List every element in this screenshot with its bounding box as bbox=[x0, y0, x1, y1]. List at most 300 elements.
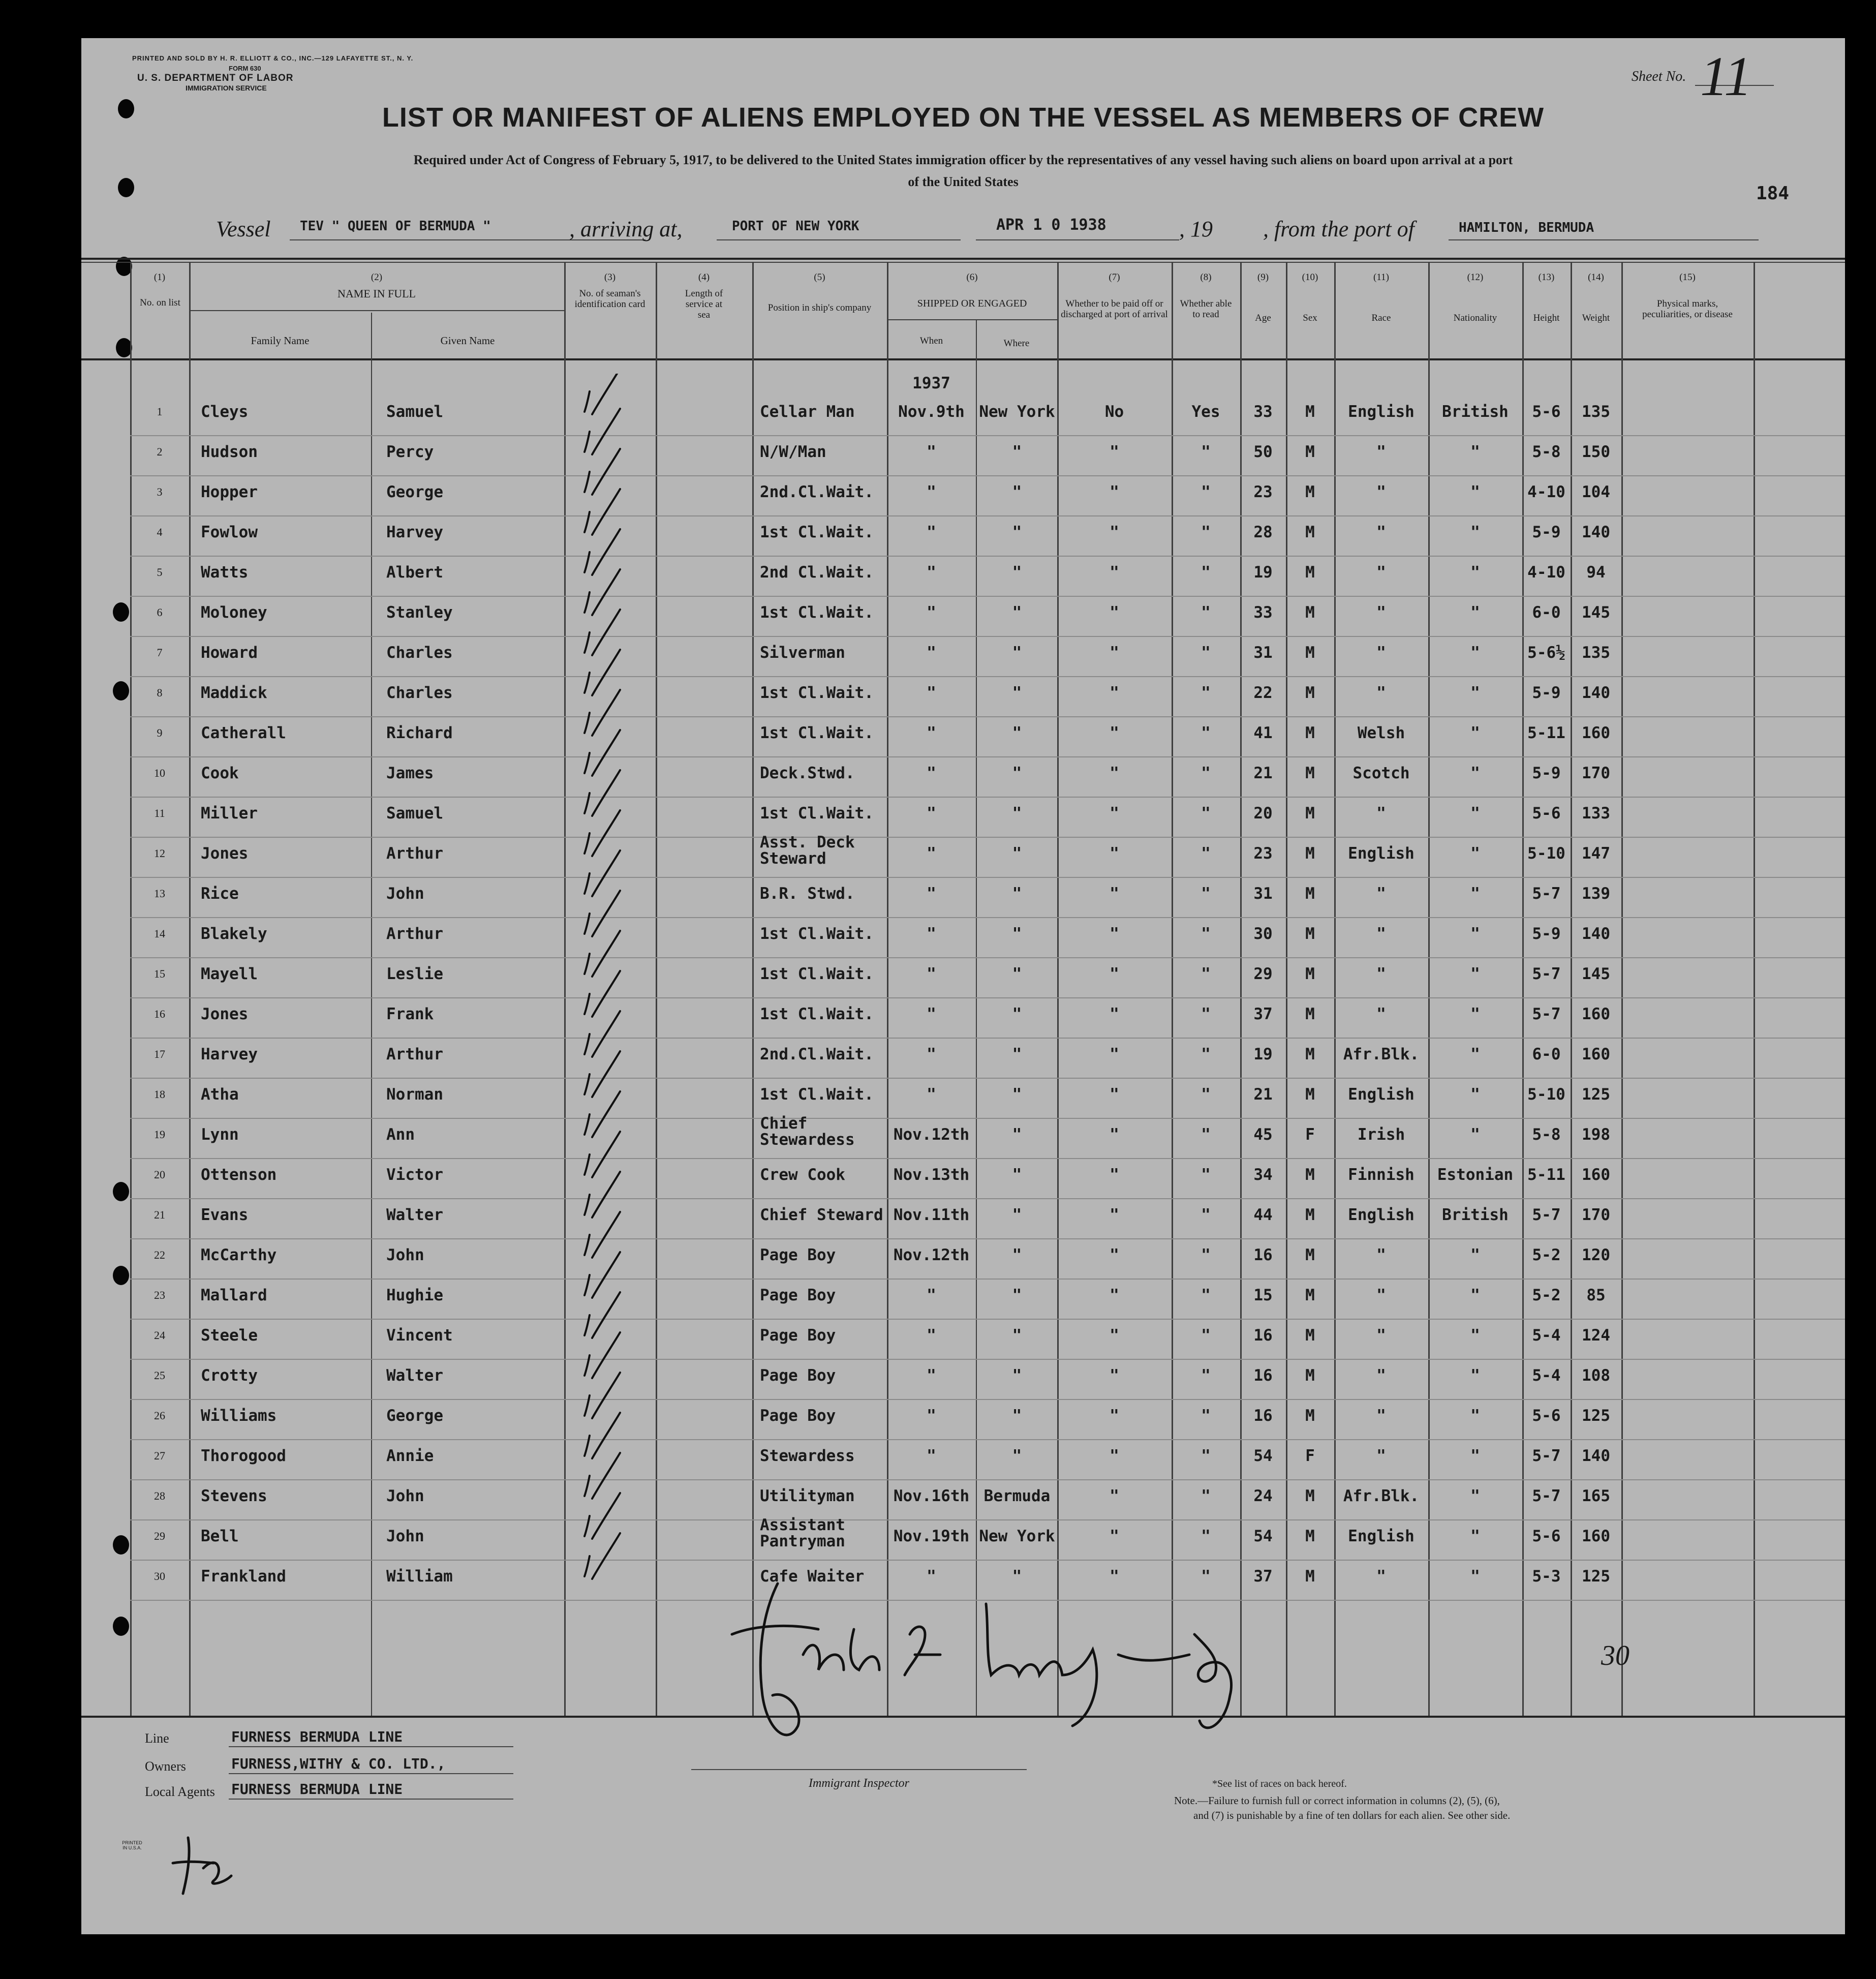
shipped-where: " bbox=[1012, 1206, 1022, 1224]
given-name: Walter bbox=[386, 1366, 443, 1385]
weight: 160 bbox=[1582, 1166, 1610, 1184]
given-name: Arthur bbox=[386, 925, 443, 943]
id-check-mark bbox=[585, 1212, 620, 1258]
able-to-read: " bbox=[1201, 443, 1211, 461]
weight: 125 bbox=[1582, 1567, 1610, 1586]
family-name: Evans bbox=[201, 1206, 249, 1224]
age: 21 bbox=[1253, 1085, 1273, 1104]
col8-number: (8) bbox=[1200, 272, 1212, 283]
position: Page Boy bbox=[760, 1366, 836, 1385]
sex: M bbox=[1305, 1005, 1315, 1023]
row-number: 29 bbox=[154, 1530, 165, 1542]
row-gridline bbox=[130, 797, 1845, 798]
able-to-read: " bbox=[1201, 1567, 1211, 1586]
col-line bbox=[371, 313, 372, 1716]
shipped-where: " bbox=[1012, 1366, 1022, 1385]
vessel-name: TEV " QUEEN OF BERMUDA " bbox=[300, 219, 491, 234]
able-to-read: " bbox=[1201, 644, 1211, 662]
nationality: " bbox=[1470, 844, 1480, 863]
sex: M bbox=[1305, 724, 1315, 742]
height: 5-11 bbox=[1527, 724, 1565, 742]
position: 1st Cl.Wait. bbox=[760, 603, 874, 622]
race: " bbox=[1376, 1246, 1386, 1264]
col-line bbox=[1754, 262, 1755, 1716]
sex: F bbox=[1305, 1125, 1315, 1144]
row-number: 21 bbox=[154, 1208, 165, 1221]
owners-value: FURNESS,WITHY & CO. LTD., bbox=[231, 1755, 446, 1772]
row-gridline bbox=[130, 1118, 1845, 1119]
given-name: Samuel bbox=[386, 804, 443, 823]
paid-off: " bbox=[1110, 684, 1119, 702]
col-line bbox=[656, 262, 657, 1716]
position: B.R. Stwd. bbox=[760, 885, 855, 903]
paid-off: " bbox=[1110, 764, 1119, 782]
given-name: Charles bbox=[386, 644, 453, 662]
shipped-where: " bbox=[1012, 483, 1022, 501]
shipped-when: " bbox=[927, 483, 936, 501]
height: 5-7 bbox=[1532, 1206, 1561, 1224]
weight: 160 bbox=[1582, 1045, 1610, 1063]
family-name: Jones bbox=[201, 844, 249, 863]
position: Page Boy bbox=[760, 1286, 836, 1304]
id-check-mark bbox=[585, 850, 620, 896]
height: 5-3 bbox=[1532, 1567, 1561, 1586]
age: 28 bbox=[1253, 523, 1273, 541]
able-to-read: " bbox=[1201, 1085, 1211, 1104]
printer-line: PRINTED AND SOLD BY H. R. ELLIOTT & CO., INC.—129 LAFAYETTE ST., N. Y. bbox=[132, 54, 414, 62]
punch-hole bbox=[113, 681, 129, 701]
paid-off: " bbox=[1110, 523, 1119, 541]
family-name: Hopper bbox=[201, 483, 258, 501]
paid-off: " bbox=[1110, 1206, 1119, 1224]
nationality: " bbox=[1470, 1567, 1480, 1586]
family-name: Thorogood bbox=[201, 1447, 286, 1465]
position: 2nd Cl.Wait. bbox=[760, 563, 874, 582]
when-header: When bbox=[919, 336, 943, 346]
family-name: Jones bbox=[201, 1005, 249, 1023]
height: 5-7 bbox=[1532, 1005, 1561, 1023]
id-check-mark bbox=[585, 1132, 620, 1177]
paid-off: " bbox=[1110, 1246, 1119, 1264]
height: 5-4 bbox=[1532, 1366, 1561, 1385]
age: 54 bbox=[1253, 1527, 1273, 1545]
shipped-where: " bbox=[1012, 1085, 1022, 1104]
row-number: 20 bbox=[154, 1168, 165, 1181]
shipped-where: " bbox=[1012, 563, 1022, 582]
paid-off: No bbox=[1104, 403, 1124, 421]
position: Assistant bbox=[760, 1516, 845, 1534]
shipped-where: " bbox=[1012, 1447, 1022, 1465]
given-name: Ann bbox=[386, 1125, 415, 1144]
shipped-where: " bbox=[1012, 1166, 1022, 1184]
id-check-mark bbox=[585, 529, 620, 575]
page-title: LIST OR MANIFEST OF ALIENS EMPLOYED ON THE VESSEL AS MEMBERS OF CREW bbox=[382, 102, 1545, 133]
from-port: HAMILTON, BERMUDA bbox=[1459, 220, 1594, 235]
row-gridline bbox=[130, 636, 1845, 637]
punch-hole bbox=[113, 1182, 129, 1201]
given-name: George bbox=[386, 1407, 443, 1425]
shipped-where: " bbox=[1012, 1246, 1022, 1264]
subtitle-line1: Required under Act of Congress of February 5, 1917, to be delivered to the United States immigration officer by the representatives of any vessel having such aliens on board upon arrival at a port bbox=[413, 153, 1513, 167]
shipped-where: " bbox=[1012, 644, 1022, 662]
height: 5-4 bbox=[1532, 1326, 1561, 1345]
height: 5-6 bbox=[1532, 403, 1561, 421]
date-underline bbox=[976, 239, 1179, 240]
able-to-read: " bbox=[1201, 1246, 1211, 1264]
weight: 140 bbox=[1582, 1447, 1610, 1465]
height: 5-9 bbox=[1532, 764, 1561, 782]
row-gridline bbox=[130, 716, 1845, 717]
sex: M bbox=[1305, 684, 1315, 702]
position: Chief bbox=[760, 1114, 808, 1133]
sex: M bbox=[1305, 1206, 1315, 1224]
id-check-mark bbox=[585, 449, 620, 495]
family-name: Mallard bbox=[201, 1286, 267, 1304]
age: 23 bbox=[1253, 483, 1273, 501]
owners-label: Owners bbox=[145, 1759, 186, 1774]
able-to-read: " bbox=[1201, 563, 1211, 582]
shipped-where: " bbox=[1012, 1286, 1022, 1304]
family-name: Bell bbox=[201, 1527, 239, 1545]
race: " bbox=[1376, 1407, 1386, 1425]
shipped-when: " bbox=[927, 1407, 936, 1425]
height: 5-2 bbox=[1532, 1246, 1561, 1264]
shipped-subrule bbox=[887, 319, 1057, 320]
id-card-marks bbox=[564, 374, 656, 1604]
family-name: Blakely bbox=[201, 925, 267, 943]
given-name-header: Given Name bbox=[440, 334, 495, 347]
col6-number: (6) bbox=[966, 272, 978, 283]
nationality: " bbox=[1470, 644, 1480, 662]
row-number: 5 bbox=[157, 566, 163, 579]
position: Stewardess bbox=[760, 1447, 855, 1465]
row-number: 15 bbox=[154, 967, 165, 980]
row-gridline bbox=[130, 1479, 1845, 1480]
height: 6-0 bbox=[1532, 1045, 1561, 1063]
col12-number: (12) bbox=[1467, 272, 1484, 283]
row-number: 30 bbox=[154, 1570, 165, 1582]
row-gridline bbox=[130, 1038, 1845, 1039]
sex: M bbox=[1305, 603, 1315, 622]
family-name: Steele bbox=[201, 1326, 258, 1345]
paid-off: " bbox=[1110, 1326, 1119, 1345]
weight: 140 bbox=[1582, 523, 1610, 541]
race: English bbox=[1348, 1085, 1414, 1104]
age: 31 bbox=[1253, 885, 1273, 903]
row-gridline bbox=[130, 1399, 1845, 1400]
sex: M bbox=[1305, 1487, 1315, 1505]
position: Deck.Stwd. bbox=[760, 764, 855, 782]
shipped-where: " bbox=[1012, 724, 1022, 742]
race: Welsh bbox=[1357, 724, 1405, 742]
position: Cellar Man bbox=[760, 403, 855, 421]
able-to-read: " bbox=[1201, 1487, 1211, 1505]
year-label: , 19 bbox=[1179, 217, 1213, 241]
shipped-when: Nov.12th bbox=[893, 1125, 970, 1144]
id-check-mark bbox=[585, 1413, 620, 1458]
race: Afr.Blk. bbox=[1343, 1045, 1420, 1063]
arrival-date-stamp: APR 1 0 1938 bbox=[996, 216, 1106, 234]
given-name: Albert bbox=[386, 563, 443, 582]
age: 16 bbox=[1253, 1407, 1273, 1425]
shipped-where: " bbox=[1012, 523, 1022, 541]
id-check-mark bbox=[585, 409, 620, 454]
family-name: Lynn bbox=[201, 1125, 239, 1144]
height: 5-2 bbox=[1532, 1286, 1561, 1304]
nationality: " bbox=[1470, 443, 1480, 461]
id-check-mark bbox=[585, 1172, 620, 1217]
shipped-where: " bbox=[1012, 1407, 1022, 1425]
age: 50 bbox=[1253, 443, 1273, 461]
able-to-read: " bbox=[1201, 764, 1211, 782]
age: 16 bbox=[1253, 1366, 1273, 1385]
row-number: 9 bbox=[157, 726, 163, 739]
from-underline bbox=[1449, 239, 1759, 240]
row-number: 19 bbox=[154, 1128, 165, 1141]
weight: 108 bbox=[1582, 1366, 1610, 1385]
position: 1st Cl.Wait. bbox=[760, 804, 874, 823]
family-name: Williams bbox=[201, 1407, 277, 1425]
id-check-mark bbox=[585, 1091, 620, 1137]
shipped-where: " bbox=[1012, 443, 1022, 461]
sex: M bbox=[1305, 1286, 1315, 1304]
position: Page Boy bbox=[760, 1246, 836, 1264]
able-to-read: " bbox=[1201, 1366, 1211, 1385]
races-note: *See list of races on back hereof. bbox=[1212, 1778, 1347, 1789]
row-number: 12 bbox=[154, 847, 165, 860]
fine-note-line1: Note.—Failure to furnish full or correct information in columns (2), (5), (6), bbox=[1174, 1794, 1500, 1807]
id-check-mark bbox=[585, 891, 620, 936]
nationality: " bbox=[1470, 483, 1480, 501]
nationality: " bbox=[1470, 1527, 1480, 1545]
given-name: Charles bbox=[386, 684, 453, 702]
nationality: " bbox=[1470, 1286, 1480, 1304]
shipped-when: Nov.12th bbox=[893, 1246, 970, 1264]
age: 33 bbox=[1253, 403, 1273, 421]
physical-header: Physical marks, peculiarities, or disease bbox=[1642, 298, 1733, 320]
shipped-where: New York bbox=[979, 403, 1055, 421]
race: " bbox=[1376, 1567, 1386, 1586]
height: 5-6½ bbox=[1527, 644, 1565, 662]
paid-off: " bbox=[1110, 1166, 1119, 1184]
family-name: Hudson bbox=[201, 443, 258, 461]
height: 5-9 bbox=[1532, 925, 1561, 943]
row-gridline bbox=[130, 1278, 1845, 1280]
shipped-where: " bbox=[1012, 1045, 1022, 1063]
paid-off-header: Whether to be paid off or discharged at port of arrival bbox=[1061, 298, 1168, 320]
family-name: Stevens bbox=[201, 1487, 267, 1505]
shipped-when: " bbox=[927, 1326, 936, 1345]
row-number: 23 bbox=[154, 1289, 165, 1301]
race: " bbox=[1376, 1366, 1386, 1385]
shipped-when: " bbox=[927, 1085, 936, 1104]
able-to-read: " bbox=[1201, 1005, 1211, 1023]
shipped-when: Nov.19th bbox=[893, 1527, 970, 1545]
agents-underline bbox=[229, 1799, 513, 1800]
given-name: Arthur bbox=[386, 844, 443, 863]
sex: M bbox=[1305, 1326, 1315, 1345]
nationality: " bbox=[1470, 603, 1480, 622]
race: " bbox=[1376, 885, 1386, 903]
position-line2: Pantryman bbox=[760, 1532, 845, 1550]
able-to-read: Yes bbox=[1191, 403, 1220, 421]
id-check-mark bbox=[585, 374, 620, 414]
shipped-when: " bbox=[927, 844, 936, 863]
position: Chief Steward bbox=[760, 1206, 883, 1224]
header-bottom-rule bbox=[81, 358, 1845, 360]
shipped-when: " bbox=[927, 965, 936, 983]
owners-underline bbox=[229, 1773, 513, 1774]
given-name: John bbox=[386, 885, 424, 903]
position-header: Position in ship's company bbox=[767, 302, 872, 313]
weight: 133 bbox=[1582, 804, 1610, 823]
height: 5-7 bbox=[1532, 1487, 1561, 1505]
shipped-when: " bbox=[927, 443, 936, 461]
shipped-where: " bbox=[1012, 925, 1022, 943]
id-card-header: No. of seaman's identification card bbox=[574, 288, 645, 310]
row-gridline bbox=[130, 435, 1845, 436]
race: " bbox=[1376, 443, 1386, 461]
col15-number: (15) bbox=[1679, 272, 1696, 283]
shipped-when: " bbox=[927, 644, 936, 662]
shipped-where: " bbox=[1012, 965, 1022, 983]
family-name: Howard bbox=[201, 644, 258, 662]
race: " bbox=[1376, 603, 1386, 622]
handwritten-initials bbox=[168, 1833, 239, 1904]
table-top-rule bbox=[81, 258, 1845, 260]
paid-off: " bbox=[1110, 1125, 1119, 1144]
fine-note-line2: and (7) is punishable by a fine of ten dollars for each alien. See other side. bbox=[1193, 1809, 1511, 1821]
paid-off: " bbox=[1110, 1045, 1119, 1063]
row-number: 1 bbox=[157, 405, 163, 418]
paid-off: " bbox=[1110, 644, 1119, 662]
race: English bbox=[1348, 844, 1414, 863]
nationality: " bbox=[1470, 1487, 1480, 1505]
sex: M bbox=[1305, 523, 1315, 541]
age: 34 bbox=[1253, 1166, 1273, 1184]
given-name: Frank bbox=[386, 1005, 434, 1023]
given-name: John bbox=[386, 1246, 424, 1264]
paid-off: " bbox=[1110, 1447, 1119, 1465]
position: Silverman bbox=[760, 644, 845, 662]
given-name: Vincent bbox=[386, 1326, 453, 1345]
row-number: 10 bbox=[154, 767, 165, 779]
row-gridline bbox=[130, 1078, 1845, 1079]
shipped-where: " bbox=[1012, 885, 1022, 903]
id-check-mark bbox=[585, 730, 620, 776]
row-gridline bbox=[130, 997, 1845, 998]
given-name: John bbox=[386, 1527, 424, 1545]
family-name: McCarthy bbox=[201, 1246, 277, 1264]
nationality: " bbox=[1470, 1005, 1480, 1023]
vessel-label: Vessel bbox=[216, 217, 271, 241]
row-gridline bbox=[130, 475, 1845, 476]
paid-off: " bbox=[1110, 1567, 1119, 1586]
arrival-port: PORT OF NEW YORK bbox=[732, 219, 859, 234]
row-number: 4 bbox=[157, 526, 163, 538]
row-number: 24 bbox=[154, 1329, 165, 1342]
row-number: 6 bbox=[157, 606, 163, 619]
race: " bbox=[1376, 925, 1386, 943]
age: 24 bbox=[1253, 1487, 1273, 1505]
family-name: Miller bbox=[201, 804, 258, 823]
family-name: Watts bbox=[201, 563, 249, 582]
race: " bbox=[1376, 1447, 1386, 1465]
shipped-when: " bbox=[927, 563, 936, 582]
row-number: 14 bbox=[154, 927, 165, 940]
position: Utilityman bbox=[760, 1487, 855, 1505]
able-to-read: " bbox=[1201, 1407, 1211, 1425]
age: 19 bbox=[1253, 563, 1273, 582]
given-name: Walter bbox=[386, 1206, 443, 1224]
nationality: " bbox=[1470, 1326, 1480, 1345]
given-name: Harvey bbox=[386, 523, 443, 541]
height: 5-10 bbox=[1527, 844, 1565, 863]
race: Irish bbox=[1357, 1125, 1405, 1144]
shipped-when: " bbox=[927, 603, 936, 622]
punch-hole bbox=[113, 1266, 129, 1285]
position: 1st Cl.Wait. bbox=[760, 965, 874, 983]
position: Asst. Deck bbox=[760, 833, 855, 851]
given-name: Norman bbox=[386, 1085, 443, 1104]
nationality: " bbox=[1470, 724, 1480, 742]
nationality: " bbox=[1470, 1407, 1480, 1425]
sex: M bbox=[1305, 764, 1315, 782]
row-number: 2 bbox=[157, 445, 163, 458]
position: Cafe Waiter bbox=[760, 1567, 865, 1586]
nationality: " bbox=[1470, 1447, 1480, 1465]
shipped-where: " bbox=[1012, 603, 1022, 622]
paid-off: " bbox=[1110, 443, 1119, 461]
col11-number: (11) bbox=[1373, 272, 1389, 283]
shipped-when: " bbox=[927, 1447, 936, 1465]
sex: M bbox=[1305, 1246, 1315, 1264]
col1-number: (1) bbox=[153, 272, 166, 283]
paid-off: " bbox=[1110, 1085, 1119, 1104]
able-to-read: " bbox=[1201, 684, 1211, 702]
age: 31 bbox=[1253, 644, 1273, 662]
row-gridline bbox=[130, 676, 1845, 677]
sex: F bbox=[1305, 1447, 1315, 1465]
col13-number: (13) bbox=[1538, 272, 1555, 283]
printed-mark: PRINTED IN U.S.A. bbox=[122, 1840, 142, 1850]
sex: M bbox=[1305, 644, 1315, 662]
punch-hole bbox=[113, 602, 129, 622]
weight: 85 bbox=[1586, 1286, 1606, 1304]
able-to-read: " bbox=[1201, 1286, 1211, 1304]
race: " bbox=[1376, 483, 1386, 501]
shipped-when: Nov.9th bbox=[898, 403, 965, 421]
height: 5-10 bbox=[1527, 1085, 1565, 1104]
id-check-mark bbox=[585, 1252, 620, 1298]
able-to-read: " bbox=[1201, 724, 1211, 742]
weight: 135 bbox=[1582, 403, 1610, 421]
shipped-where: " bbox=[1012, 1567, 1022, 1586]
race: " bbox=[1376, 1005, 1386, 1023]
age: 19 bbox=[1253, 1045, 1273, 1063]
age: 15 bbox=[1253, 1286, 1273, 1304]
row-number: 8 bbox=[157, 686, 163, 699]
row-gridline bbox=[130, 1359, 1845, 1360]
table-top-rule bbox=[81, 262, 1845, 263]
id-check-mark bbox=[585, 569, 620, 615]
row-number: 17 bbox=[154, 1048, 165, 1060]
sex: M bbox=[1305, 1366, 1315, 1385]
form-number: FORM 630 bbox=[229, 65, 261, 72]
id-check-mark bbox=[585, 971, 620, 1017]
row-number: 7 bbox=[157, 646, 163, 659]
age: 37 bbox=[1253, 1005, 1273, 1023]
